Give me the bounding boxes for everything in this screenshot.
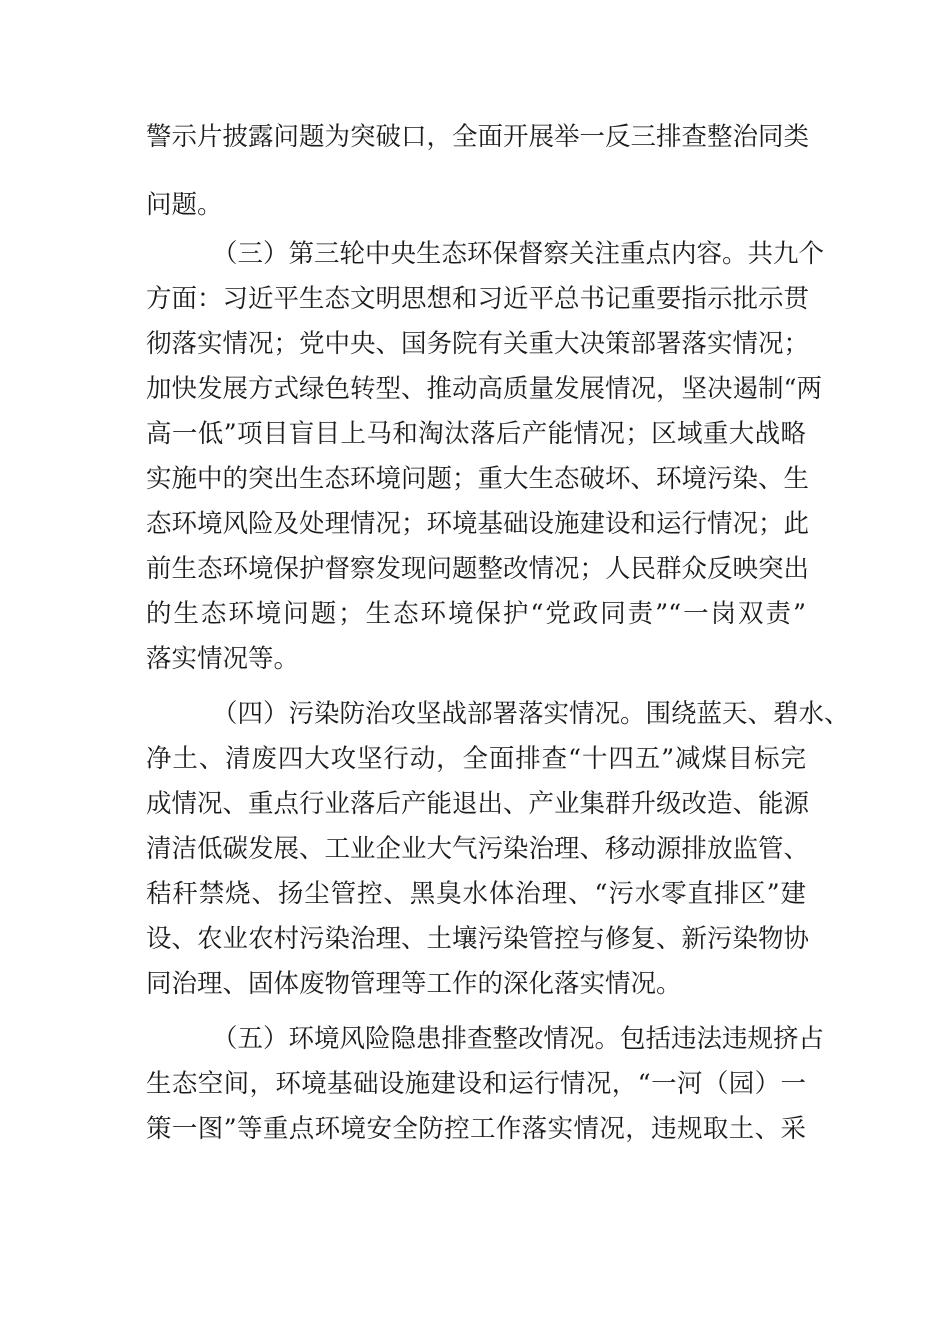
text-line: 清洁低碳发展、工业企业大气污染治理、移动源排放监管、 [146,834,810,864]
paragraph-heading-line: （五）环境风险隐患排查整改情况。包括违法违规挤占 [212,1024,825,1054]
text-line: 生态空间，环境基础设施建设和运行情况，“一河（园）一 [146,1069,806,1099]
text-line: 的生态环境问题；生态环境保护“党政同责”“一岗双责” [146,599,806,629]
text-line: 彻落实情况；党中央、国务院有关重大决策部署落实情况； [146,329,810,359]
text-line: 策一图”等重点环境安全防控工作落实情况，违规取土、采 [146,1114,806,1144]
text-line: 秸秆禁烧、扬尘管控、黑臭水体治理、“污水零直排区”建 [146,879,806,909]
text-line: 净土、清废四大攻坚行动，全面排查“十四五”减煤目标完 [146,744,806,774]
text-line: 警示片披露问题为突破口，全面开展举一反三排查整治同类 [146,122,810,152]
text-line: 前生态环境保护督察发现问题整改情况；人民群众反映突出 [146,554,810,584]
text-line: 落实情况等。 [146,644,300,674]
text-line: 方面：习近平生态文明思想和习近平总书记重要指示批示贯 [146,284,810,314]
text-line: 设、农业农村污染治理、土壤污染管控与修复、新污染物协 [146,924,810,954]
text-line: 问题。 [146,190,223,220]
text-line: 成情况、重点行业落后产能退出、产业集群升级改造、能源 [146,789,810,819]
text-line: 实施中的突出生态环境问题；重大生态破坏、环境污染、生 [146,464,810,494]
paragraph-heading-line: （三）第三轮中央生态环保督察关注重点内容。共九个 [212,239,825,269]
paragraph-heading-line: （四）污染防治攻坚战部署落实情况。围绕蓝天、碧水、 [212,699,850,729]
text-line: 高一低”项目盲目上马和淘汰落后产能情况；区域重大战略 [146,419,806,449]
text-line: 同治理、固体废物管理等工作的深化落实情况。 [146,969,682,999]
text-line: 态环境风险及处理情况；环境基础设施建设和运行情况；此 [146,509,810,539]
text-line: 加快发展方式绿色转型、推动高质量发展情况，坚决遏制“两 [146,374,823,404]
